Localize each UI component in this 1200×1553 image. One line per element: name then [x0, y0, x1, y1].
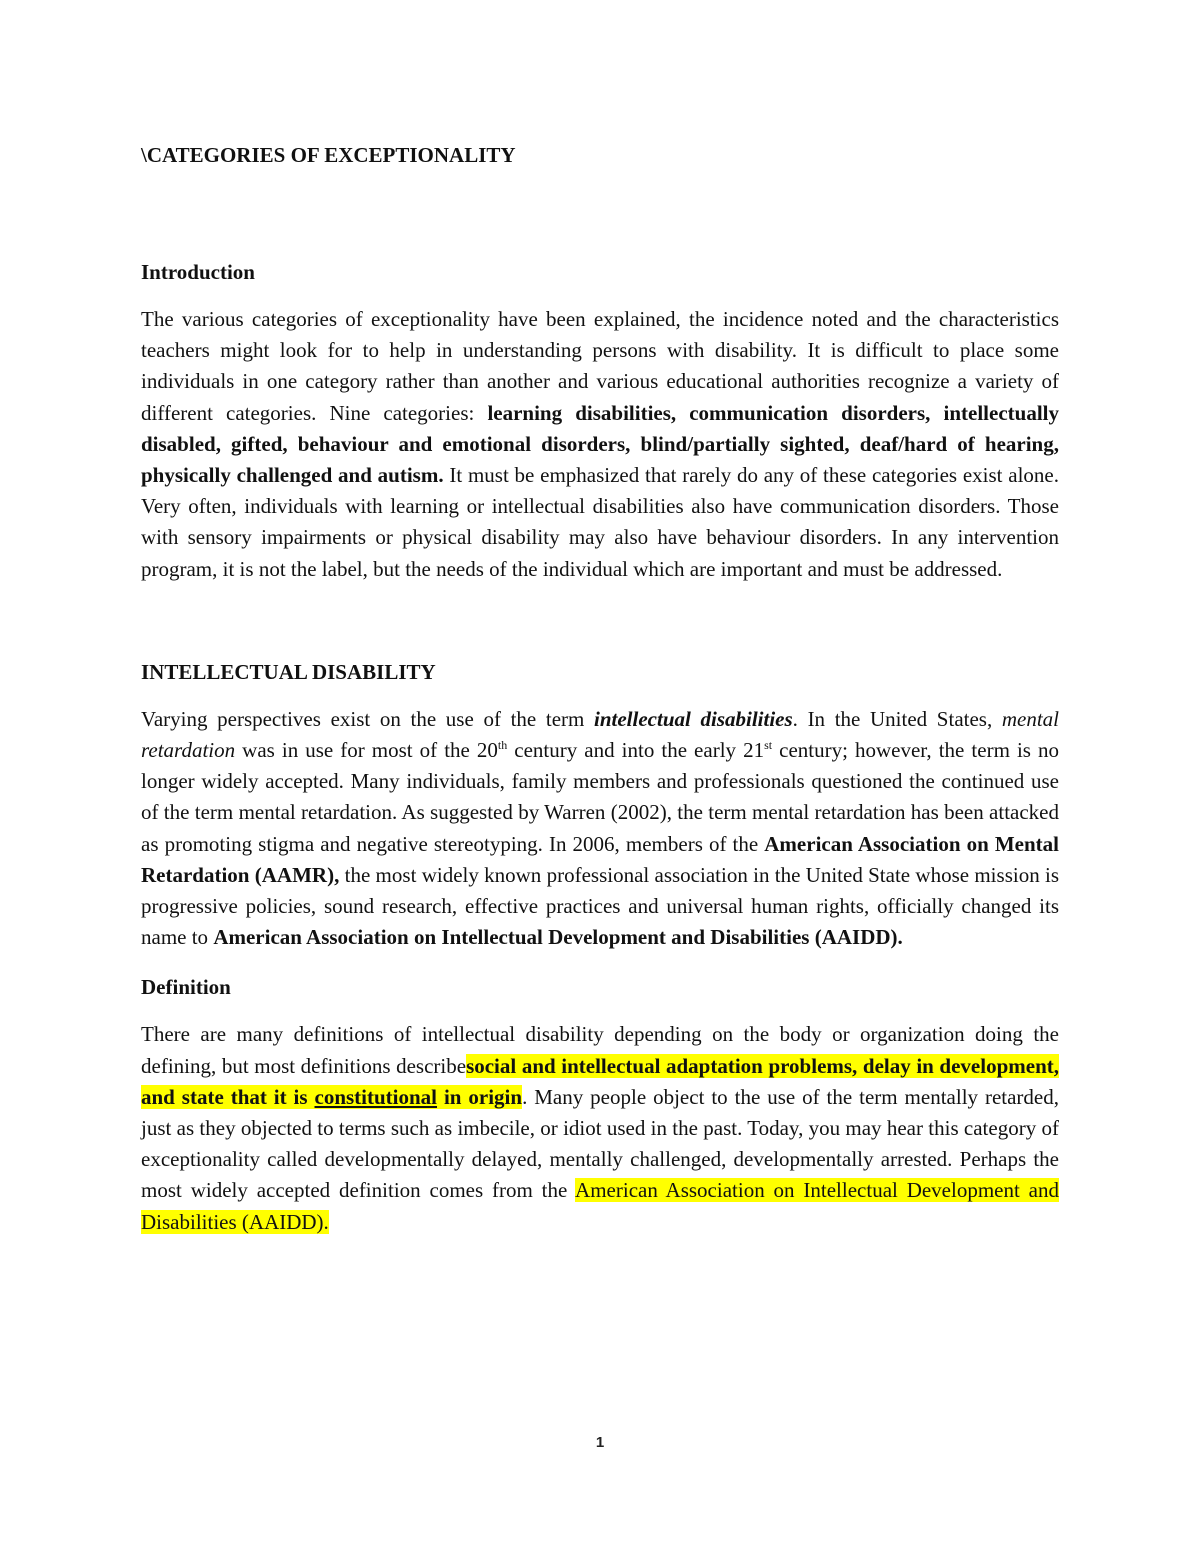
id-text-e: was in use for most of the 20 [235, 738, 498, 763]
def-highlight-text-3: in origin [437, 1084, 523, 1109]
id-text-i: the most widely known professional association in the United State whose mission is progressive policies, sound research, effective practices and universal human rights, officially changed its name to [141, 862, 1059, 950]
def-text-a: There are many definitions of intellectual disability depending on the body or organization doing the defining, but most definitions describe [141, 1022, 1059, 1078]
page-content [141, 140, 1059, 1238]
id-text-g: century; however, the term is no longer widely accepted. Many individuals, family members and professionals questioned the continued use of the term mental retardation. As suggested by Warren (2002), the term mental retardation has been attacked as promoting stigma and negative stereotyping. In 2006, members of the [141, 738, 1059, 856]
page-number: 1 [595, 1434, 605, 1451]
intro-categories-list: learning disabilities, communication disorders, intellectually disabled, gifted, behaviour and emotional disorders, blind/partially sighted, deaf/hard of hearing, physically challenged and autism. [141, 400, 1059, 488]
id-text-c: . In the United States, [792, 706, 1002, 731]
id-text-a: Varying perspectives exist on the use of the term [141, 706, 595, 731]
id-aaidd-name: American Association on Intellectual Development and Disabilities (AAIDD). [213, 925, 903, 950]
id-term-mental-retardation: mental retardation [141, 706, 1060, 763]
superscript-th: th [497, 738, 508, 753]
intellectual-disability-paragraph [141, 704, 1059, 954]
def-text-b: . Many people object to the use of the term mentally retarded, just as they objected to terms such as imbecile, or idiot used in the past. Today, you may hear this category of exceptionality called developmentally delayed, mentally challenged, developmentally arrested. Perhaps the most widely accepted definition comes from the [141, 1084, 1059, 1203]
introduction-heading: Introduction [141, 260, 255, 284]
intellectual-disability-heading: INTELLECTUAL DISABILITY [141, 659, 436, 684]
def-highlight-text-1: social and intellectual adaptation problems, delay in development, and state that it is [141, 1053, 1059, 1109]
def-highlight-constitutional: constitutional [314, 1084, 438, 1109]
intro-text-end: It must be emphasized that rarely do any of these categories exist alone. Very often, individuals with learning or intellectual disabilities also have communication disorders. Those with sensory impairments or physical disability may also have behaviour disorders. In any intervention program, it is not the label, but the needs of the individual which are important and must be addressed. [141, 463, 1059, 581]
id-term-intellectual-disabilities: intellectual disabilities [594, 706, 793, 731]
superscript-st: st [764, 738, 773, 753]
id-aamr-name: American Association on Mental Retardation (AAMR), [141, 831, 1059, 887]
introduction-paragraph [141, 304, 1059, 585]
id-text-f: century and into the early 21 [507, 738, 765, 763]
definition-paragraph [141, 1019, 1059, 1237]
intro-text-start: The various categories of exceptionality have been explained, the incidence noted and the characteristics teachers might look for to help in understanding persons with disability. It is difficult to place some individuals in one category rather than another and various educational authorities recognize a variety of different categories. Nine categories: [141, 307, 1059, 425]
document-title: \CATEGORIES OF EXCEPTIONALITY [141, 143, 516, 167]
def-highlight-aaidd: American Association on Intellectual Development and Disabilities (AAIDD). [141, 1178, 1060, 1234]
definition-heading: Definition [141, 975, 231, 1000]
